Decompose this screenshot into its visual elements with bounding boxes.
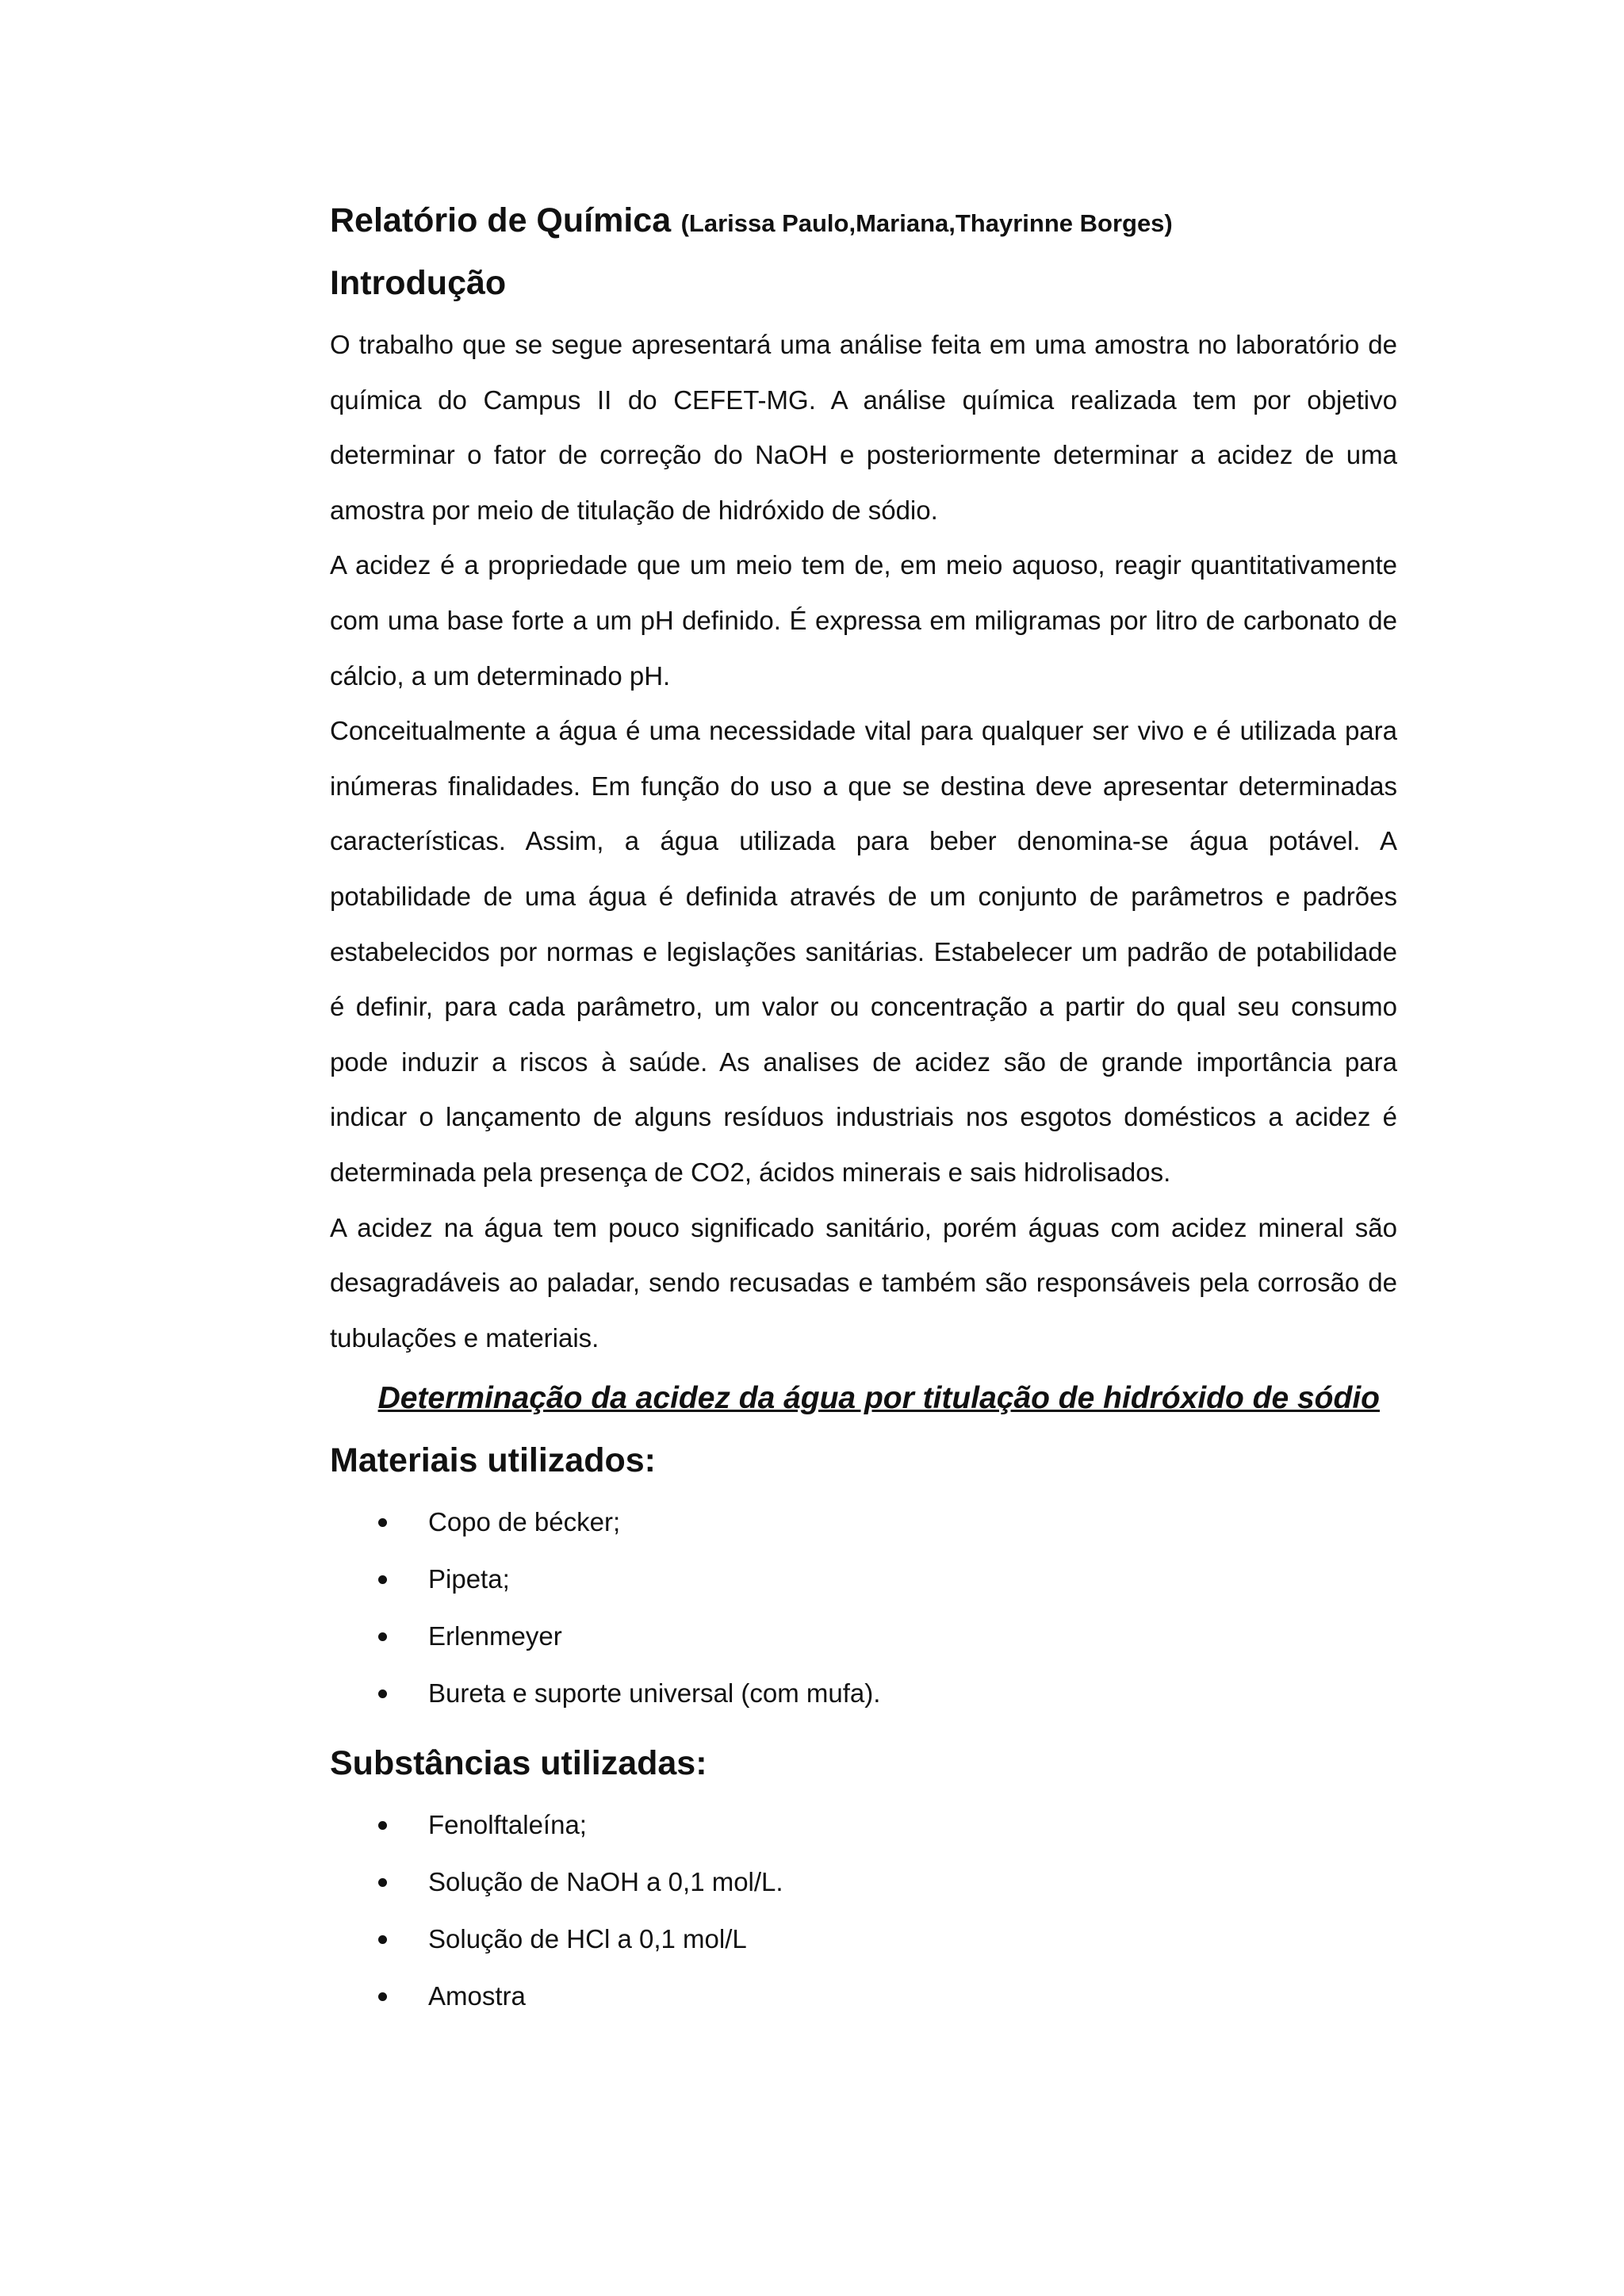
list-item-text: Erlenmeyer [428,1621,562,1651]
introduction-heading: Introdução [330,264,507,302]
bullet-icon [378,1518,387,1527]
list-item-text: Fenolftaleína; [428,1810,587,1840]
bullet-icon [378,1632,387,1641]
list-item-text: Amostra [428,1981,526,2011]
list-item [330,1854,1397,1911]
substances-heading: Substâncias utilizadas: [330,1744,707,1783]
list-item [330,1665,1397,1722]
bullet-icon [378,1935,387,1944]
list-item-text: Copo de bécker; [428,1507,621,1537]
list-item [330,1494,1397,1551]
list-item-text: Pipeta; [428,1564,510,1594]
materials-heading: Materiais utilizados: [330,1441,656,1480]
intro-paragraph-3: Conceitualmente a água é uma necessidade vital para qualquer ser vivo e é utilizada para inúmeras finalidades. Em função do uso a que se destina deve apresentar determinadas características. Assim, a água utilizada para beber denomina-se água potável. A potabilidade de uma água é definida através de um conjunto de parâmetros e padrões estabelecidos por normas e legislações sanitárias. Estabelecer um padrão de potabilidade é definir, para cada parâmetro, um valor ou concentração a partir do qual seu consumo pode induzir a riscos à saúde. As analises de acidez são de grande importância para indicar o lançamento de alguns resíduos industriais nos esgotos domésticos a acidez é determinada pela presença de CO2, ácidos minerais e sais hidrolisados. [330,716,1397,1187]
bullet-icon [378,1689,387,1698]
bullet-icon [378,1992,387,2001]
intro-paragraph-1: O trabalho que se segue apresentará uma análise feita em uma amostra no laboratório de química do Campus II do CEFET-MG. A análise química realizada tem por objetivo determinar o fator de correção do NaOH e posteriormente determinar a acidez de uma amostra por meio de titulação de hidróxido de sódio. [330,330,1397,525]
list-item [330,1797,1397,1854]
report-title: Relatório de Química [330,201,672,239]
bullet-icon [378,1821,387,1830]
list-item-text: Solução de NaOH a 0,1 mol/L. [428,1867,783,1897]
intro-paragraph-2: A acidez é a propriedade que um meio tem de, em meio aquoso, reagir quantitativamente com uma base forte a um pH definido. É expressa em miligramas por litro de carbonato de cálcio, a um determinado pH. [330,550,1397,691]
list-item [330,1968,1397,2025]
list-item-text: Bureta e suporte universal (com mufa). [428,1678,881,1709]
document-body [330,192,1397,2033]
materials-list [330,1494,1397,1722]
list-item-text: Solução de HCl a 0,1 mol/L [428,1924,747,1954]
substances-list [330,1797,1397,2025]
list-item [330,1551,1397,1608]
intro-paragraph-4: A acidez na água tem pouco significado sanitário, porém águas com acidez mineral são desagradáveis ao paladar, sendo recusadas e também são responsáveis pela corrosão de tubulações e materiais. [330,1212,1397,1353]
experiment-subtitle: Determinação da acidez da água por titulação de hidróxido de sódio [377,1381,1380,1416]
bullet-icon [378,1575,387,1584]
list-item [330,1608,1397,1665]
list-item [330,1911,1397,1968]
report-authors: (Larissa Paulo,Mariana,Thayrinne Borges) [680,209,1173,237]
bullet-icon [378,1878,387,1887]
report-title-line [330,192,1397,249]
